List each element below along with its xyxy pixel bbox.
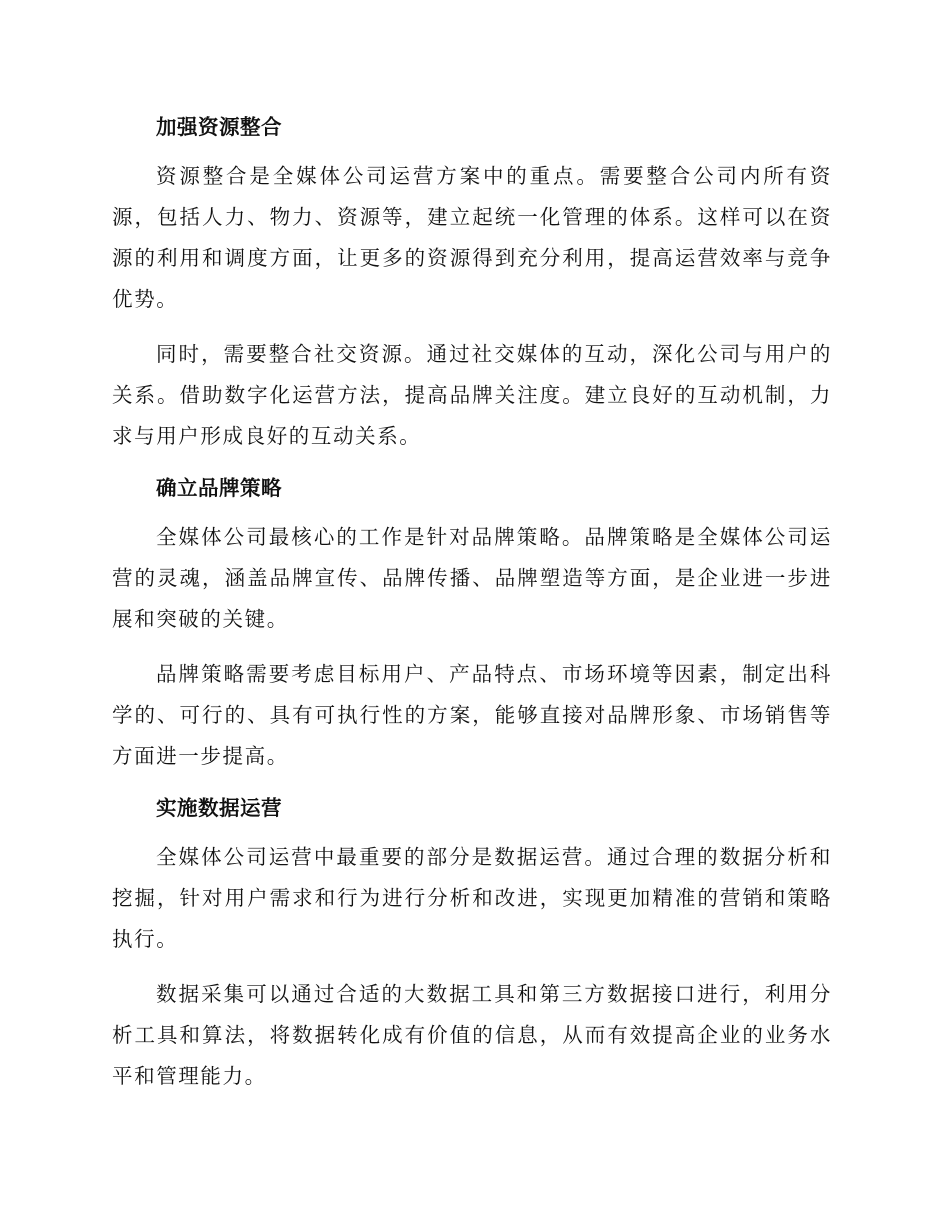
- section-heading: 确立品牌策略: [156, 476, 282, 500]
- paragraph: 全媒体公司运营中最重要的部分是数据运营。通过合理的数据分析和挖掘，针对用户需求和行为进行分析和改进，实现更加精准的营销和策略执行。: [112, 845, 832, 951]
- paragraph: 资源整合是全媒体公司运营方案中的重点。需要整合公司内所有资源，包括人力、物力、资源等，建立起统一化管理的体系。这样可以在资源的利用和调度方面，让更多的资源得到充分利用，提高运营效率与竞争优势。: [112, 164, 832, 311]
- document-body: [112, 110, 832, 1111]
- paragraph: 品牌策略需要考虑目标用户、产品特点、市场环境等因素，制定出科学的、可行的、具有可执行性的方案，能够直接对品牌形象、市场销售等方面进一步提高。: [112, 662, 832, 768]
- section-data-operations: [112, 791, 832, 1097]
- section-brand-strategy: [112, 471, 832, 777]
- paragraph: 数据采集可以通过合适的大数据工具和第三方数据接口进行，利用分析工具和算法，将数据转化成有价值的信息，从而有效提高企业的业务水平和管理能力。: [112, 982, 832, 1088]
- section-resource-integration: [112, 110, 832, 457]
- section-heading: 加强资源整合: [156, 115, 282, 139]
- section-heading: 实施数据运营: [156, 796, 282, 820]
- paragraph: 同时，需要整合社交资源。通过社交媒体的互动，深化公司与用户的关系。借助数字化运营方法，提高品牌关注度。建立良好的互动机制，力求与用户形成良好的互动关系。: [112, 342, 832, 448]
- paragraph: 全媒体公司最核心的工作是针对品牌策略。品牌策略是全媒体公司运营的灵魂，涵盖品牌宣传、品牌传播、品牌塑造等方面，是企业进一步进展和突破的关键。: [112, 525, 832, 631]
